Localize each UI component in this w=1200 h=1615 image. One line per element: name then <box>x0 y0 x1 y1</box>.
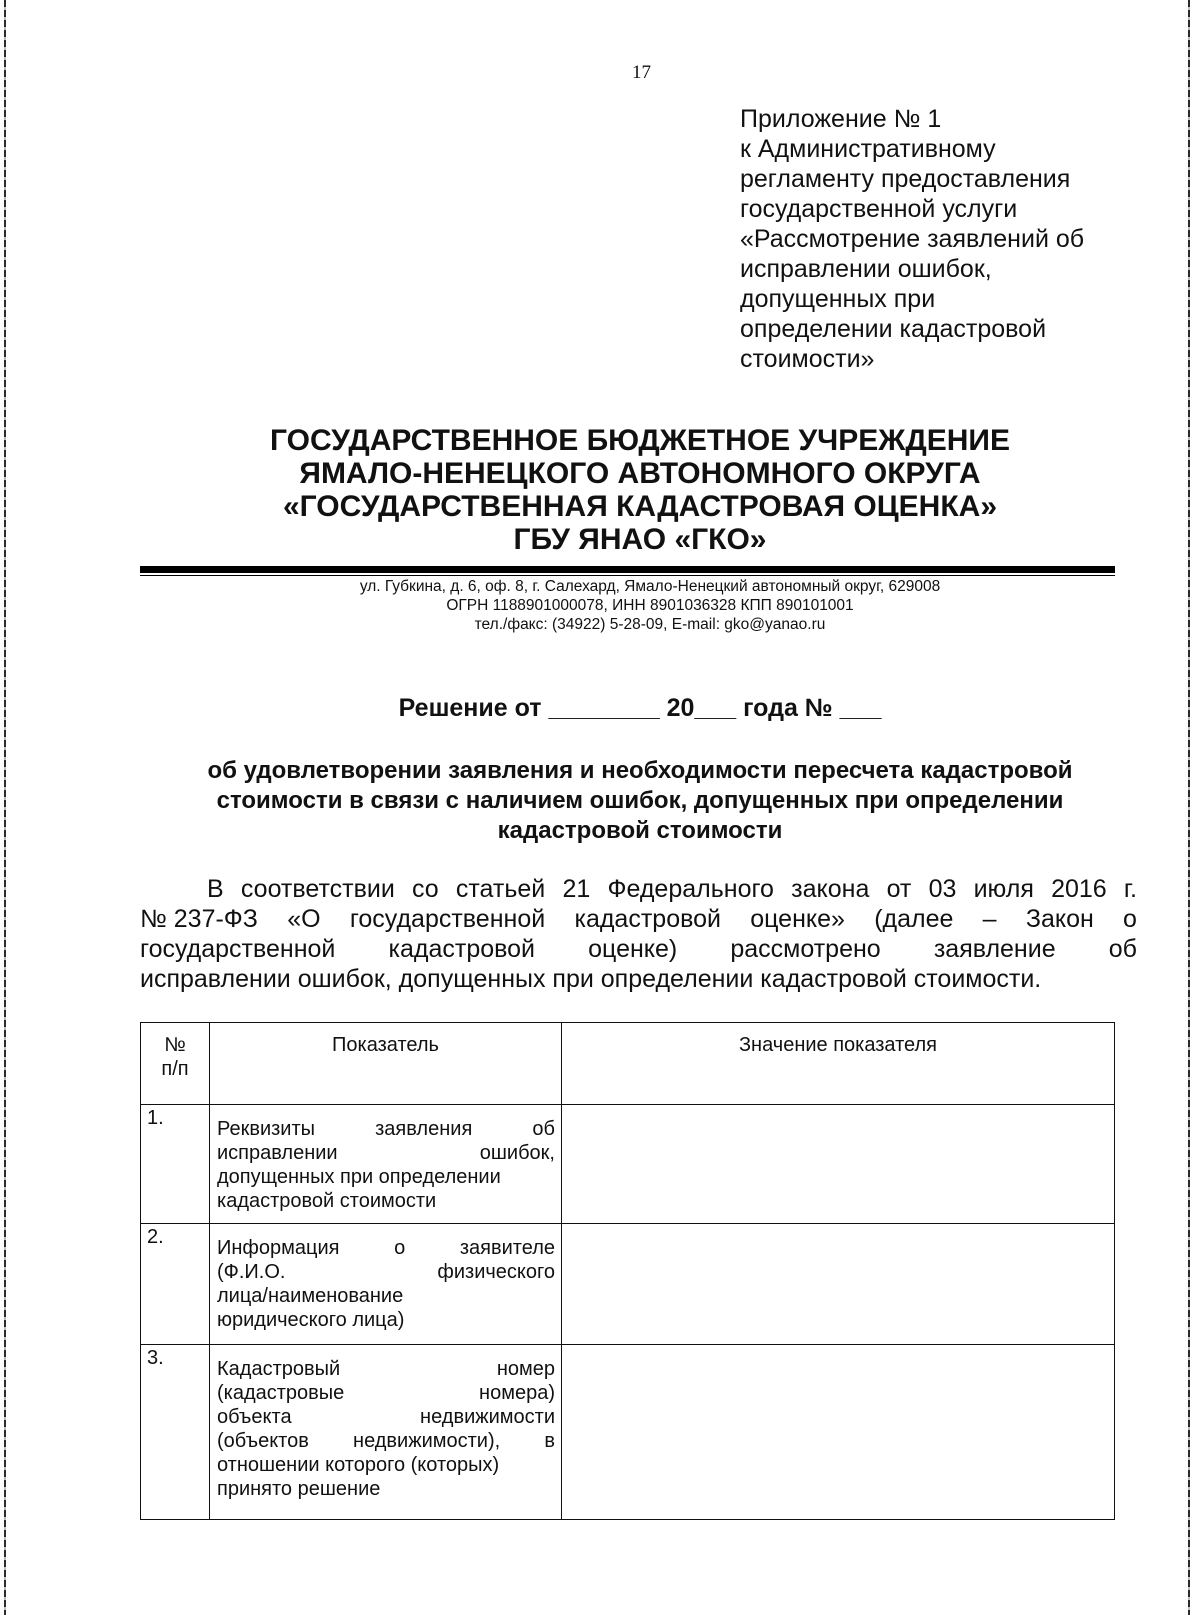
appendix-line: к Административному <box>740 135 996 163</box>
appendix-line: «Рассмотрение заявлений об <box>740 225 1085 253</box>
row-number: 3. <box>141 1345 210 1520</box>
decision-title: Решение от ________ 20___ года № ___ <box>398 694 882 722</box>
subject-line: об удовлетворении заявления и необходимости пересчета кадастровой <box>207 757 1073 784</box>
word: от <box>886 875 912 903</box>
body-line <box>140 904 1137 934</box>
word: оценке» <box>750 905 845 933</box>
word: заявителе <box>459 1237 555 1259</box>
word: № 237-ФЗ <box>140 905 258 933</box>
indicator-line <box>217 1405 555 1429</box>
contact-address: ул. Губкина, д. 6, оф. 8, г. Салехард, Ямало-Ненецкий автономный округ, 629008 <box>359 578 941 595</box>
organization-line: «ГОСУДАРСТВЕННАЯ КАДАСТРОВАЯ ОЦЕНКА» <box>282 490 998 523</box>
appendix-line: определении кадастровой <box>740 315 1047 343</box>
letterhead-rule-thick <box>140 566 1115 573</box>
word: В <box>207 875 224 903</box>
word: июля <box>973 875 1034 903</box>
indicators-table <box>140 1022 1115 1520</box>
indicator-line <box>217 1141 555 1165</box>
indicator-line <box>217 1308 555 1332</box>
word: об <box>1108 935 1137 963</box>
body-line <box>140 934 1137 964</box>
row-number: 1. <box>141 1105 210 1224</box>
word: принято решение <box>217 1478 381 1500</box>
indicator-line <box>217 1260 555 1284</box>
indicator-line <box>217 1165 555 1189</box>
row-indicator <box>210 1105 562 1224</box>
subject-line: стоимости в связи с наличием ошибок, допущенных при определении <box>216 787 1064 814</box>
indicator-line <box>217 1189 555 1213</box>
indicator-line <box>217 1477 555 1501</box>
row-value <box>562 1345 1115 1520</box>
word: объекта <box>217 1406 292 1428</box>
body-line: исправлении ошибок, допущенных при определении кадастровой стоимости. <box>140 965 1042 993</box>
word: кадастровой <box>574 905 721 933</box>
indicator-line <box>217 1284 555 1308</box>
word: физического <box>437 1261 555 1283</box>
header-indicator: Показатель <box>210 1023 562 1105</box>
appendix-block <box>740 104 1150 374</box>
word: недвижимости), <box>353 1430 501 1452</box>
row-value <box>562 1105 1115 1224</box>
word: 21 <box>562 875 591 903</box>
appendix-line: государственной услуги <box>740 195 1018 223</box>
appendix-line: регламенту предоставления <box>740 165 1071 193</box>
row-number: 2. <box>141 1224 210 1345</box>
contact-registration: ОГРН 1188901000078, ИНН 8901036328 КПП 890101001 <box>446 597 854 614</box>
indicator-line <box>217 1117 555 1141</box>
table-row <box>141 1224 1115 1345</box>
word: рассмотрено <box>730 935 881 963</box>
word: государственной <box>140 935 336 963</box>
indicator-line <box>217 1236 555 1260</box>
word: отношении которого (которых) <box>217 1454 500 1476</box>
word: Информация <box>217 1237 340 1259</box>
row-value <box>562 1224 1115 1345</box>
word: 2016 <box>1051 875 1107 903</box>
organization-line: ГОСУДАРСТВЕННОЕ БЮДЖЕТНОЕ УЧРЕЖДЕНИЕ <box>270 424 1010 457</box>
word: статьей <box>455 875 546 903</box>
indicator-line <box>217 1453 555 1477</box>
word: оценке) <box>588 935 678 963</box>
body-paragraph <box>140 874 1137 994</box>
word: закона <box>791 875 870 903</box>
word: соответствии <box>240 875 395 903</box>
word: (Ф.И.О. <box>217 1261 286 1283</box>
word: недвижимости <box>420 1406 555 1428</box>
appendix-line: стоимости» <box>740 345 875 373</box>
header-number-line: № <box>164 1034 186 1056</box>
word: со <box>412 875 439 903</box>
word: кадастровой <box>388 935 536 963</box>
word: исправлении <box>217 1142 338 1164</box>
word: ошибок, <box>479 1142 555 1164</box>
word: об <box>532 1118 555 1140</box>
contact-phone-email: тел./факс: (34922) 5-28-09, E-mail: gko@yanao.ru <box>474 616 826 633</box>
body-line <box>140 874 1137 904</box>
scan-edge-left <box>4 0 6 1615</box>
word: номер <box>496 1358 555 1380</box>
header-number-line: п/п <box>161 1058 189 1080</box>
word: (объектов <box>217 1430 309 1452</box>
header-number <box>141 1023 210 1105</box>
decision-subject <box>140 756 1140 846</box>
table-header-row <box>141 1023 1115 1105</box>
word: лица/наименование <box>217 1285 404 1307</box>
word: «О <box>287 905 321 933</box>
header-value: Значение показателя <box>562 1023 1115 1105</box>
word: в <box>544 1430 555 1452</box>
word: – <box>982 905 997 933</box>
organization-name <box>140 424 1140 556</box>
organization-contacts <box>240 577 1060 634</box>
page-number: 17 <box>632 62 651 83</box>
word: Реквизиты <box>217 1118 316 1140</box>
word: (кадастровые <box>217 1382 345 1404</box>
word: Закон <box>1025 905 1094 933</box>
word: заявление <box>933 935 1056 963</box>
word: 03 <box>928 875 957 903</box>
table-row <box>141 1105 1115 1224</box>
word: номера) <box>479 1382 555 1404</box>
word: о <box>394 1237 406 1259</box>
word: о <box>1123 905 1137 933</box>
appendix-line: Приложение № 1 <box>740 105 942 133</box>
table-row <box>141 1345 1115 1520</box>
word: юридического лица) <box>217 1309 405 1331</box>
word: Федерального <box>607 875 774 903</box>
row-indicator <box>210 1224 562 1345</box>
word: Кадастровый <box>217 1358 341 1380</box>
word: заявления <box>375 1118 473 1140</box>
word: допущенных при определении <box>217 1166 501 1188</box>
word: государственной <box>349 905 546 933</box>
letterhead-rule-thin <box>140 575 1115 576</box>
indicator-line <box>217 1429 555 1453</box>
subject-line: кадастровой стоимости <box>497 817 783 844</box>
appendix-line: допущенных при <box>740 285 936 313</box>
word: кадастровой стоимости <box>217 1190 437 1212</box>
word: г. <box>1123 875 1137 903</box>
indicator-line <box>217 1357 555 1381</box>
indicator-line <box>217 1381 555 1405</box>
row-indicator <box>210 1345 562 1520</box>
scan-edge-right <box>1188 0 1190 1615</box>
organization-line: ЯМАЛО-НЕНЕЦКОГО АВТОНОМНОГО ОКРУГА <box>299 457 981 490</box>
organization-line: ГБУ ЯНАО «ГКО» <box>513 523 767 556</box>
appendix-line: исправлении ошибок, <box>740 255 992 283</box>
word: (далее <box>874 905 954 933</box>
